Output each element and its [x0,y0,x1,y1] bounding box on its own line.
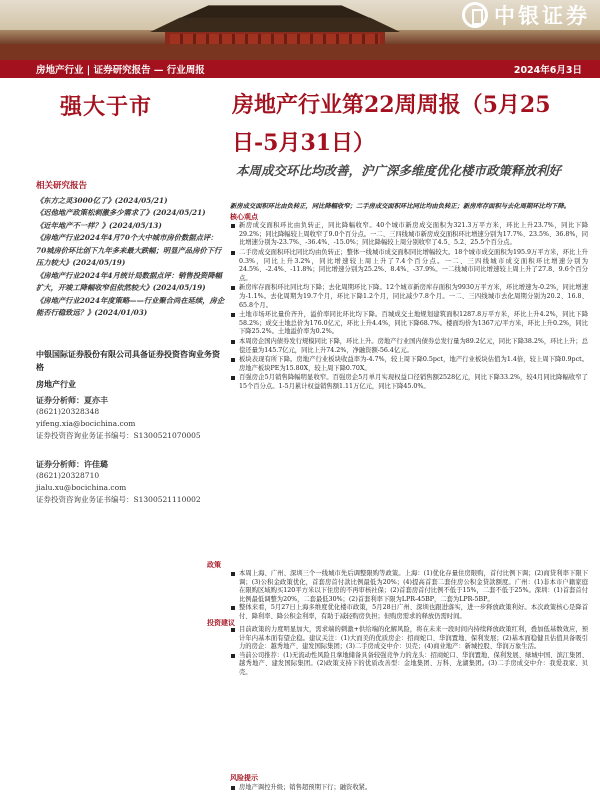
category-bar [0,60,600,78]
policy-bullet: 本周上海、广州、深圳三个一线城市先后调整限购等政策。上海：(1)优化存量住房限购，首付比例下调；(2)商贷利率下限下调；(3)公积金政策优化，首套房首付款比例最低为20%；(4)提高首套二套住房公积金贷款额度。广州：(1)非本市户籍家庭在限购区域购买120平方米以下住房的不再审核社保；(2)首套房首付比例不低于15%，二套不低于25%。深圳：(1)首套首付比例最低调整为20%，二套最低30%；(2)首套利率下限为LPR-45BP，二套为LPR-5BP。 [230,570,588,604]
risk-heading: 风险提示 [230,773,258,782]
analyst-cert: 证券投资咨询业务证书编号：S1300521110002 [36,495,201,504]
analyst-block [36,394,236,442]
core-bullet: 板块表现有所下降。房地产行业板块收益率为-4.7%，较上周下降0.5pct，地产行业板块估值为1.4倍，较上周下降0.9pct。房地产板块PE为15.80X，较上周下降0.70X。 [230,356,588,373]
analyst-email[interactable]: yifeng.xia@bocichina.com [36,419,136,428]
analyst-phone: (8621)20328348 [36,407,100,416]
invest-bullet: 当前公司推荐：(1)无流动性风险且拿地储备具备较强竞争力的龙头：招商蛇口、华润置地、保利发展、绿城中国、滨江集团、越秀地产、建发国际集团。(2)政策支持下的优质改善型：金地集团、万科、龙湖集团。(3)二手房成交中介：我爱我家、贝壳。 [230,652,588,678]
bank-emblem-icon [462,2,488,28]
invest-heading: 投资建议 [207,618,235,627]
rating-label: 强大于市 [60,94,153,120]
core-bullet: 土地市场环比量价齐升，溢价率同比环比均下降。百城成交土地规划建筑面积1287.8万平方米，环比上升4.2%，同比下降58.2%；成交土地总价为176.0亿元，环比上升4.4%，同比下降68.7%。楼面均价为1367元/平方米，环比上升0.2%，同比下降25.2%。土地溢价率为0.2%。 [230,311,588,337]
analyst-email[interactable]: jialu.xu@bocichina.com [36,483,127,492]
related-report: 《东方之灵3000亿了》(2024/05/21) [36,195,168,205]
invest-bullet: 目前政策的力度明显加大，需求端的刺激+供给端的化解风险，将在未来一段时间内持续释放政策红利，叠加低基数效应，预计年内基本面有望企稳。建议关注：(1)大而美的优质房企：招商蛇口、华润置地、保利发展；(2)基本面稳健且估值具备吸引力的房企：越秀地产、建发国际集团；(3)二手房成交中介：贝壳；(4)商业地产：新城控股、华润万象生活。 [230,626,588,652]
analyst-cert: 证券投资咨询业务证书编号：S1300521070005 [36,431,201,440]
core-bullet: 新房库存面积环比同比均下降；去化周期环比下降。12个城市新房库存面积为9930万平方米，环比增速为-0.2%，同比增速为-1.1%。去化周期为19.7个月，环比下降1.2个月，同比减少7.8个月。一二、三四线城市去化周期分别为20.2、16.8、65.8个月。 [230,284,588,310]
related-report: 《房地产行业2024年4月70个大中城市房价数据点评：70城房价环比创下九年多来最大跌幅；明显产品房价下行压力较大》(2024/05/19) [36,233,222,267]
report-subtitle: 本周成交环比均改善，沪广深多维度优化楼市政策释放利好 [236,163,562,178]
core-bullet: 新房成交面积环比由负转正，同比降幅收窄。40个城市新房成交面积为321.3万平方米，环比上升23.7%，同比下降29.2%；同比降幅较上周收窄了9.0个百分点。一二、三四线城市新房成交面积环比增速分别为17.7%、23.5%、36.8%，同比增速分别为-23.7%、-36.4%、-15.0%；同比降幅较上周分别收窄了4.5、5.2、25.5个百分点。 [230,222,588,248]
related-report: 《迟他地产政策松刺激多少需求了》(2024/05/21) [36,208,206,217]
related-report: 《房地产行业2024年度策略——行业聚合尚在延续，房企能否行稳致远？》(2024/01/03) [36,295,225,317]
policy-bullet: 整体来看，5月27日上海多维度优化楼市政策，5月28日广州、深圳也跟进落实，进一步释放政策利好。本次政策核心是降首付、降利率、降公积金利率，有助于减轻购房负担；但购房需求的释放仍需时间。 [230,604,588,621]
lede-paragraph: 新房成交面积环比由负转正，同比降幅收窄；二手房成交面积环比同比均由负转正；新房库存面积与去化周期环比均下降。 [230,203,571,210]
report-category: 房地产行业 | 证券研究报告 — 行业周报 [36,65,205,76]
institution-note: 中银国际证券股份有限公司具备证券投资咨询业务资格 [36,349,220,372]
policy-section [230,570,588,622]
risk-text: 房地产调控升级；销售超预期下行；融资收紧。 [230,784,588,793]
report-title: 房地产行业第22周周报（5月25日-5月31日） [232,92,551,156]
related-reports-heading: 相关研究报告 [36,181,88,191]
banner-wall [0,44,600,60]
brand-logo [462,0,590,30]
banner-upper-roof [180,4,370,18]
core-bullet: 本周房企国内债券发行规模同比下降，环比上升。房地产行业国内债券总发行量为89.2亿元，同比下降38.2%，环比上升；总偿还量为145.7亿元，同比上升74.2%，净融资额-56.4亿元。 [230,338,588,355]
report-date: 2024年6月3日 [513,65,582,76]
related-report: 《房地产行业2024年4月统计局数据点评：销售投资降幅扩大，开竣工降幅收窄但依然较大》(2024/05/19) [36,270,222,292]
core-bullet: 二手房成交面积环比同比均由负转正；整体一线城市成交面积同比增幅较大。18个城市成交面积为195.9万平方米，环比上升0.3%，同比上升3.2%，同比增速较上周上升了7.4个百分点。一二、三四线城市成交面积环比增速分别为24.5%、-2.4%、-11.8%；同比增速分别为25.2%、8.4%、-37.9%。一二线城市同比增速较上周上升了27.8、9.6个百分点。 [230,249,588,283]
analyst-block [36,458,236,506]
core-bullet: 百强房企5月销售降幅明显收窄。百强房企5月单月实现权益口径销售额2528亿元，同比下降33.2%，较4月同比降幅收窄了15个百分点。1-5月累计权益销售额1.11万亿元，同比下降45.0%。 [230,374,588,391]
analyst-name: 证券分析师：许佳璐 [36,459,108,469]
invest-section [230,626,588,678]
sidebar-related [36,180,226,320]
policy-heading: 政策 [207,560,221,569]
analyst-phone: (8621)20328710 [36,471,100,480]
analyst-name: 证券分析师：夏亦丰 [36,395,108,405]
core-views-heading: 核心观点 [230,211,258,221]
related-report: 《近年地产不一样？》(2024/05/13) [36,220,162,230]
main-content [230,203,588,392]
brand-name: 中银证券 [494,4,590,28]
sector-label: 房地产行业 [36,379,76,389]
header-banner [0,0,600,60]
